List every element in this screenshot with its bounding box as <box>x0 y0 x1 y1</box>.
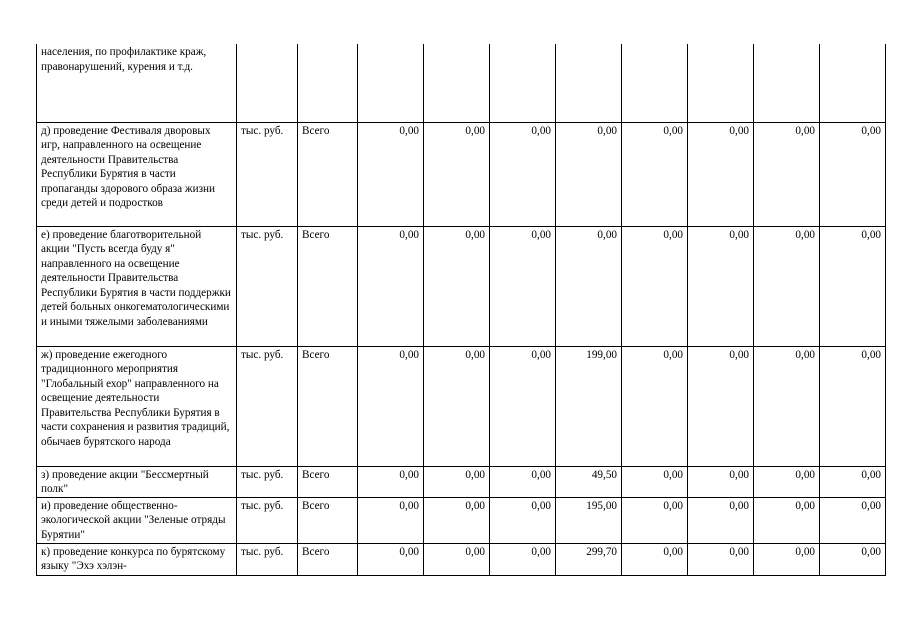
row-value: 0,00 <box>556 122 622 226</box>
budget-table <box>36 44 886 576</box>
row-value: 0,00 <box>688 346 754 466</box>
row-value: 0,00 <box>622 122 688 226</box>
row-value: 0,00 <box>820 346 886 466</box>
row-value: 0,00 <box>490 497 556 543</box>
row-value: 0,00 <box>490 226 556 346</box>
row-value: 0,00 <box>622 226 688 346</box>
row-value: 0,00 <box>490 122 556 226</box>
row-unit: тыс. руб. <box>237 346 298 466</box>
row-description: населения, по профилактике краж, правонарушений, курения и т.д. <box>37 44 237 122</box>
row-value: 0,00 <box>688 497 754 543</box>
table-row <box>37 543 886 575</box>
row-description: к) проведение конкурса по бурятскому языку "Эхэ хэлэн- <box>37 543 237 575</box>
row-value: 0,00 <box>688 543 754 575</box>
row-type: Всего <box>298 122 358 226</box>
row-type: Всего <box>298 226 358 346</box>
row-unit: тыс. руб. <box>237 543 298 575</box>
row-description: е) проведение благотворительной акции "Пусть всегда буду я" направленного на освещение деятельности Правительства Республики Бурятия в части поддержки детей больных онкогематологическими и иными тяжелыми заболеваниями <box>37 226 237 346</box>
row-value: 0,00 <box>754 466 820 497</box>
row-value: 0,00 <box>820 497 886 543</box>
row-value: 195,00 <box>556 497 622 543</box>
row-value: 0,00 <box>622 497 688 543</box>
row-value: 49,50 <box>556 466 622 497</box>
row-value: 0,00 <box>754 543 820 575</box>
row-value: 0,00 <box>754 122 820 226</box>
row-value: 0,00 <box>490 466 556 497</box>
row-value <box>622 44 688 122</box>
row-value: 0,00 <box>490 543 556 575</box>
row-value <box>490 44 556 122</box>
row-value: 0,00 <box>556 226 622 346</box>
row-value: 0,00 <box>358 466 424 497</box>
row-value <box>688 44 754 122</box>
row-value: 0,00 <box>358 226 424 346</box>
table-row <box>37 122 886 226</box>
row-description: д) проведение Фестиваля дворовых игр, направленного на освещение деятельности Правительства Республики Бурятия в части пропаганды здорового образа жизни среди детей и подростков <box>37 122 237 226</box>
row-type <box>298 44 358 122</box>
table-row <box>37 346 886 466</box>
row-value: 0,00 <box>754 346 820 466</box>
row-value: 0,00 <box>490 346 556 466</box>
row-value: 299,70 <box>556 543 622 575</box>
row-value: 0,00 <box>622 543 688 575</box>
row-value: 0,00 <box>424 497 490 543</box>
row-value: 0,00 <box>688 466 754 497</box>
row-value: 0,00 <box>622 346 688 466</box>
row-value: 0,00 <box>358 543 424 575</box>
row-value: 0,00 <box>820 226 886 346</box>
row-value: 0,00 <box>358 346 424 466</box>
row-value: 0,00 <box>424 543 490 575</box>
row-unit: тыс. руб. <box>237 466 298 497</box>
row-type: Всего <box>298 346 358 466</box>
row-value: 0,00 <box>424 346 490 466</box>
table-row <box>37 226 886 346</box>
row-unit: тыс. руб. <box>237 122 298 226</box>
row-type: Всего <box>298 497 358 543</box>
row-value <box>754 44 820 122</box>
row-value: 0,00 <box>688 122 754 226</box>
row-description: з) проведение акции "Бессмертный полк" <box>37 466 237 497</box>
row-value: 0,00 <box>820 122 886 226</box>
row-value <box>820 44 886 122</box>
row-value: 0,00 <box>358 122 424 226</box>
row-type: Всего <box>298 543 358 575</box>
row-type: Всего <box>298 466 358 497</box>
row-unit: тыс. руб. <box>237 497 298 543</box>
row-value: 0,00 <box>820 466 886 497</box>
row-value <box>424 44 490 122</box>
row-value: 0,00 <box>424 122 490 226</box>
table-row <box>37 44 886 122</box>
row-description: и) проведение общественно-экологической акции "Зеленые отряды Бурятии" <box>37 497 237 543</box>
row-value: 0,00 <box>754 497 820 543</box>
row-description: ж) проведение ежегодного традиционного мероприятия "Глобальный ехор" направленного на освещение деятельности Правительства Республики Бурятия в части сохранения и развития традиций, обычаев бурятского народа <box>37 346 237 466</box>
row-unit <box>237 44 298 122</box>
row-unit: тыс. руб. <box>237 226 298 346</box>
table-row <box>37 497 886 543</box>
row-value: 0,00 <box>424 466 490 497</box>
row-value: 0,00 <box>358 497 424 543</box>
row-value: 0,00 <box>688 226 754 346</box>
row-value: 0,00 <box>622 466 688 497</box>
row-value <box>358 44 424 122</box>
row-value: 0,00 <box>424 226 490 346</box>
table-row <box>37 466 886 497</box>
row-value: 0,00 <box>820 543 886 575</box>
row-value <box>556 44 622 122</box>
row-value: 199,00 <box>556 346 622 466</box>
row-value: 0,00 <box>754 226 820 346</box>
